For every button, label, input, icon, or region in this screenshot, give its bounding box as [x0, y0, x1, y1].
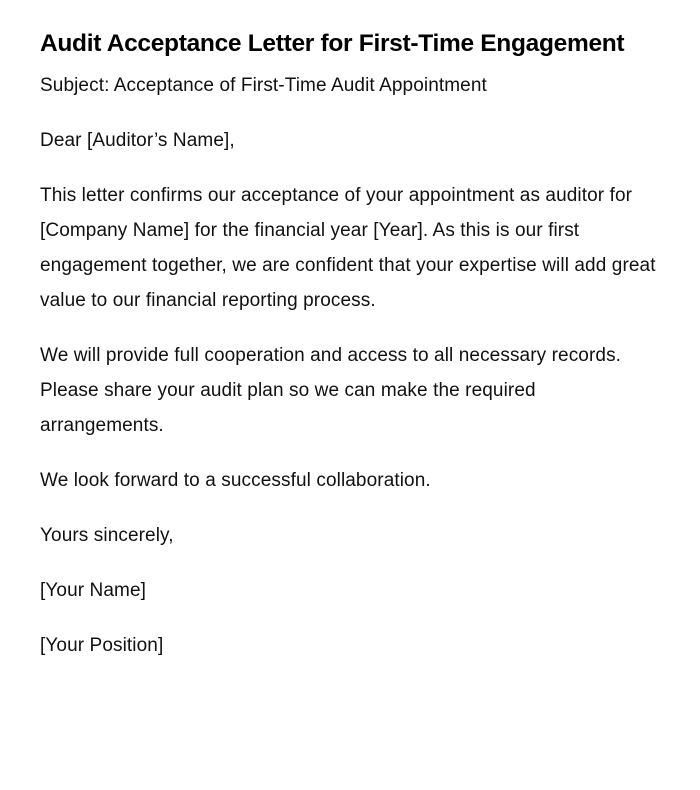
body-paragraph-1: This letter confirms our acceptance of your appointment as auditor for [Company Name] for the financial year [Year]. As this is our first engagement together, we are confident that your expertise will add great value to our financial reporting process. [40, 185, 656, 311]
document-title: Audit Acceptance Letter for First-Time Engagement [40, 30, 625, 57]
closing: Yours sincerely, [40, 525, 174, 546]
signature-position: [Your Position] [40, 635, 164, 656]
body-paragraph-2: We will provide full cooperation and access to all necessary records. Please share your audit plan so we can make the required arrangements. [40, 345, 622, 436]
salutation: Dear [Auditor’s Name], [40, 130, 235, 151]
subject-line: Subject: Acceptance of First-Time Audit Appointment [40, 75, 487, 96]
body-paragraph-3: We look forward to a successful collaboration. [40, 470, 431, 491]
signature-name: [Your Name] [40, 580, 147, 601]
